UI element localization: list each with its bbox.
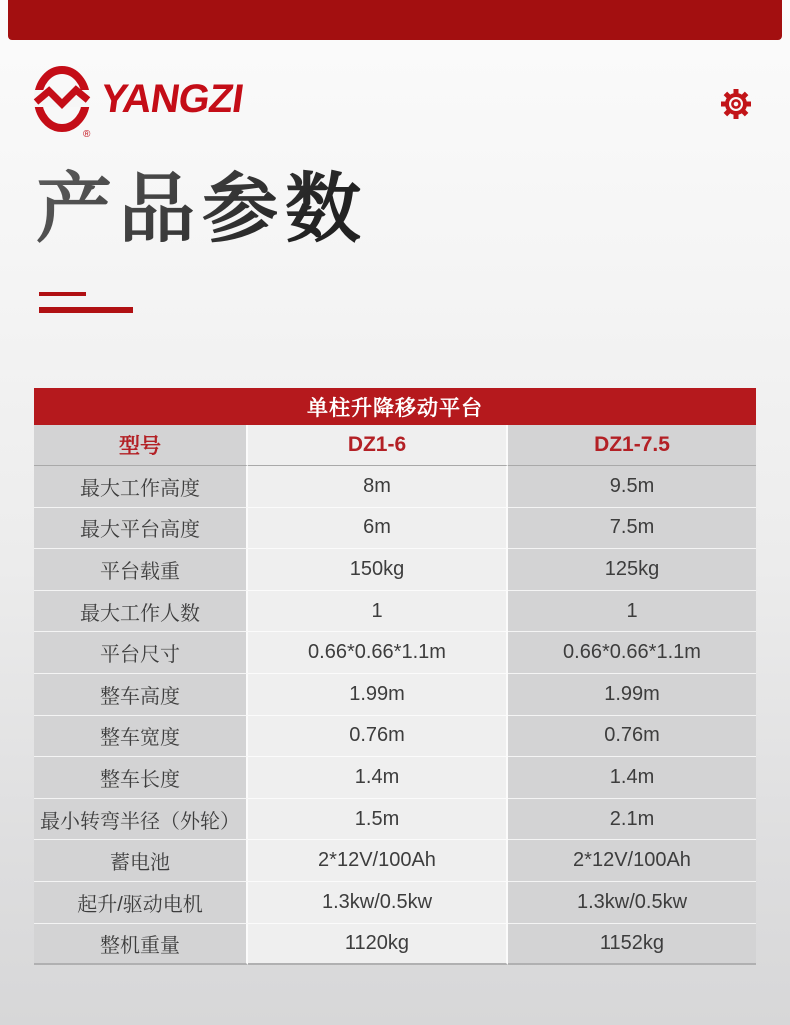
title-accent-line-short (39, 292, 86, 296)
table-row (34, 674, 756, 716)
model-name: DZ1-7.5 (508, 425, 756, 466)
spec-label: 蓄电池 (34, 840, 248, 882)
spec-value: 1.3kw/0.5kw (248, 882, 508, 924)
spec-label: 最小转弯半径（外轮） (34, 799, 248, 841)
spec-label: 整车长度 (34, 757, 248, 799)
model-name: DZ1-6 (248, 425, 508, 466)
page-title: 产品参数 (36, 167, 368, 252)
spec-label: 平台载重 (34, 549, 248, 591)
table-row (34, 882, 756, 924)
spec-value: 7.5m (508, 508, 756, 550)
table-row (34, 716, 756, 758)
spec-value: 8m (248, 466, 508, 508)
table-body (34, 466, 756, 965)
spec-value: 6m (248, 508, 508, 550)
spec-value: 1.4m (508, 757, 756, 799)
table-row (34, 799, 756, 841)
brand-wordmark: YANGZI (97, 76, 246, 121)
spec-value: 1.5m (248, 799, 508, 841)
spec-value: 1152kg (508, 924, 756, 966)
spec-label: 起升/驱动电机 (34, 882, 248, 924)
title-accent-line-long (39, 307, 133, 313)
spec-value: 125kg (508, 549, 756, 591)
spec-label: 最大工作高度 (34, 466, 248, 508)
spec-label: 整机重量 (34, 924, 248, 966)
spec-value: 1.99m (248, 674, 508, 716)
table-row (34, 840, 756, 882)
spec-label: 型号 (34, 425, 248, 466)
table-model-row (34, 425, 756, 466)
table-row (34, 549, 756, 591)
table-title: 单柱升降移动平台 (34, 388, 756, 425)
spec-value: 2.1m (508, 799, 756, 841)
spec-value: 0.66*0.66*1.1m (248, 632, 508, 674)
spec-value: 2*12V/100Ah (248, 840, 508, 882)
spec-label: 整车高度 (34, 674, 248, 716)
spec-value: 0.76m (508, 716, 756, 758)
spec-value: 1.4m (248, 757, 508, 799)
spec-table (34, 388, 756, 965)
spec-value: 1 (508, 591, 756, 633)
spec-label: 最大工作人数 (34, 591, 248, 633)
table-row (34, 632, 756, 674)
spec-value: 1 (248, 591, 508, 633)
spec-value: 0.76m (248, 716, 508, 758)
top-red-bar (8, 0, 782, 40)
table-row (34, 466, 756, 508)
table-row (34, 508, 756, 550)
yangzi-logo-icon (33, 64, 91, 140)
spec-value: 0.66*0.66*1.1m (508, 632, 756, 674)
table-row (34, 591, 756, 633)
spec-value: 150kg (248, 549, 508, 591)
spec-value: 2*12V/100Ah (508, 840, 756, 882)
spec-value: 1.3kw/0.5kw (508, 882, 756, 924)
table-row (34, 757, 756, 799)
spec-value: 1.99m (508, 674, 756, 716)
spec-label: 平台尺寸 (34, 632, 248, 674)
spec-label: 最大平台高度 (34, 508, 248, 550)
spec-label: 整车宽度 (34, 716, 248, 758)
table-row (34, 924, 756, 966)
spec-value: 1120kg (248, 924, 508, 966)
spec-value: 9.5m (508, 466, 756, 508)
registered-mark: ® (83, 129, 91, 140)
brand-header (33, 64, 246, 140)
settings-gear-icon[interactable] (717, 85, 755, 123)
